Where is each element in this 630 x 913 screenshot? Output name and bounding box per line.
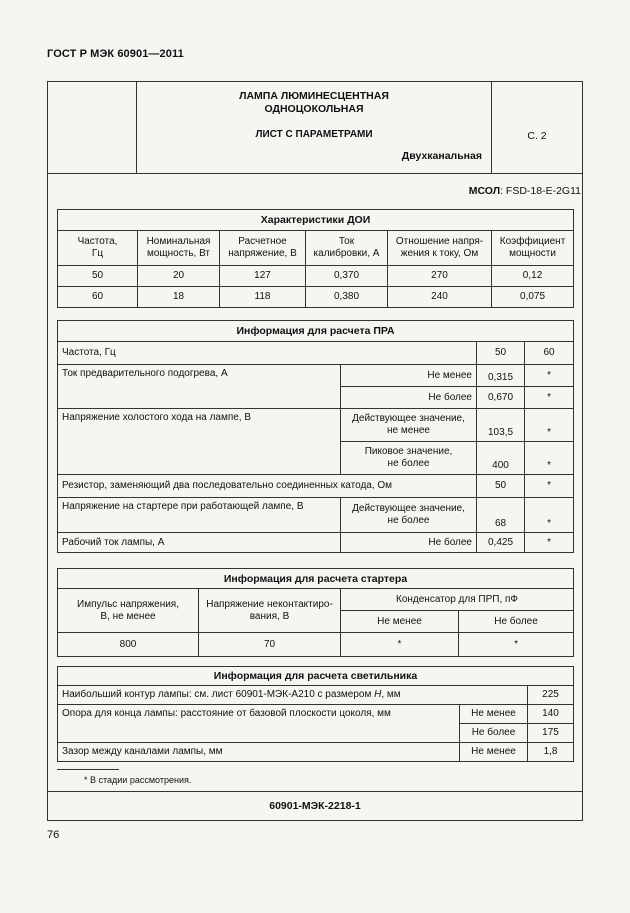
pra-op-current-cond: Не более [341, 533, 477, 553]
pra-preheat-min-cond: Не менее [341, 365, 477, 387]
pra-ocv-peak-cond: Пиковое значение, не более [341, 442, 477, 475]
pra-ocv-label: Напряжение холостого хода на лампе, В [58, 409, 341, 475]
standard-code: ГОСТ Р МЭК 60901—2011 [47, 48, 184, 60]
title-line-2: ОДНОЦОКОЛЬНАЯ [264, 103, 364, 115]
pra-resistor-60: * [525, 475, 574, 498]
pra-preheat-min-50: 0,315 [477, 365, 525, 387]
document-code: 60901-МЭК-2218-1 [269, 800, 361, 812]
starter-values-row [58, 633, 574, 657]
doi-col-header: Коэффициент мощности [492, 231, 574, 266]
luminaire-contour-label: Наибольший контур лампы: см. лист 60901-МЭК-А210 с размером H, мм [58, 686, 528, 705]
starter-cell: * [341, 633, 459, 657]
sheet-title [137, 90, 491, 116]
doi-cell: 0,370 [306, 266, 388, 287]
pra-ocv-rms-50: 103,5 [477, 409, 525, 442]
pra-op-current-50: 0,425 [477, 533, 525, 553]
pra-op-current-label: Рабочий ток лампы, А [58, 533, 341, 553]
pra-preheat-max-50: 0,670 [477, 387, 525, 409]
pra-title: Информация для расчета ПРА [58, 321, 574, 342]
doi-cell: 18 [138, 287, 220, 308]
doi-row [58, 266, 574, 287]
luminaire-table [57, 666, 574, 762]
header-blank-cell [47, 81, 137, 173]
doi-col-header: Отношение напря- жения к току, Ом [388, 231, 492, 266]
doi-cell: 0,075 [492, 287, 574, 308]
pra-op-current-60: * [525, 533, 574, 553]
doi-table [57, 209, 574, 308]
pra-starter-v-cond: Действующее значение, не более [341, 498, 477, 533]
doi-cell: 0,12 [492, 266, 574, 287]
starter-col-cap-max: Не более [459, 611, 574, 633]
pra-preheat-min-60: * [525, 365, 574, 387]
doi-cell: 0,380 [306, 287, 388, 308]
msol-label: МСОЛ [468, 185, 501, 197]
doi-cell: 270 [388, 266, 492, 287]
pra-freq-60: 60 [525, 342, 574, 365]
pra-freq-50: 50 [477, 342, 525, 365]
pra-ocv-peak-60: * [525, 442, 574, 475]
doi-col-header: Частота, Гц [58, 231, 138, 266]
sheet-subtitle: ЛИСТ С ПАРАМЕТРАМИ [255, 129, 373, 140]
luminaire-support-max-cond: Не более [460, 724, 528, 743]
doi-cell: 50 [58, 266, 138, 287]
starter-cell: 800 [58, 633, 199, 657]
sheet-page: С. 2 [527, 130, 547, 142]
doi-col-header: Номинальная мощность, Вт [138, 231, 220, 266]
pra-resistor-50: 50 [477, 475, 525, 498]
pra-freq-label: Частота, Гц [58, 342, 477, 365]
doi-cell: 127 [220, 266, 306, 287]
pra-table [57, 320, 574, 553]
pra-ocv-rms-60: * [525, 409, 574, 442]
luminaire-support-min-cond: Не менее [460, 705, 528, 724]
luminaire-gap-value: 1,8 [528, 743, 574, 762]
title-line-1: ЛАМПА ЛЮМИНЕСЦЕНТНАЯ [239, 90, 389, 102]
lamp-variant: Двухканальная [401, 150, 482, 162]
starter-cell: 70 [199, 633, 341, 657]
luminaire-support-min: 140 [528, 705, 574, 724]
pra-preheat-max-60: * [525, 387, 574, 409]
doi-row [58, 287, 574, 308]
starter-col-pulse: Импульс напряжения, В, не менее [58, 589, 199, 633]
pra-resistor-label: Резистор, заменяющий два последовательно соединенных катода, Ом [58, 475, 477, 498]
pra-preheat-max-cond: Не более [341, 387, 477, 409]
starter-table [57, 568, 574, 657]
doi-title: Характеристики ДОИ [58, 210, 574, 231]
starter-col-cap-min: Не менее [341, 611, 459, 633]
footer-divider [47, 791, 583, 792]
luminaire-gap-cond: Не менее [460, 743, 528, 762]
footnote-divider [57, 769, 119, 770]
pra-ocv-rms-cond: Действующее значение, не менее [341, 409, 477, 442]
doi-col-header: Ток калибровки, А [306, 231, 388, 266]
pra-ocv-peak-50: 400 [477, 442, 525, 475]
doi-cell: 20 [138, 266, 220, 287]
header-page-cell [492, 81, 582, 173]
starter-title: Информация для расчета стартера [58, 569, 574, 589]
msol-designation [469, 185, 581, 197]
header-title-cell [137, 81, 492, 173]
luminaire-contour-value: 225 [528, 686, 574, 705]
doi-col-header: Расчетное напряжение, В [220, 231, 306, 266]
starter-col-capacitor: Конденсатор для ПРП, пФ [341, 589, 574, 611]
sheet-header [47, 81, 583, 174]
luminaire-title: Информация для расчета светильника [58, 667, 574, 686]
luminaire-support-max: 175 [528, 724, 574, 743]
pra-starter-v-50: 68 [477, 498, 525, 533]
doi-cell: 118 [220, 287, 306, 308]
pra-starter-v-label: Напряжение на стартере при работающей лампе, В [58, 498, 341, 533]
doi-cell: 240 [388, 287, 492, 308]
msol-value: : FSD-18-E-2G11 [500, 185, 581, 197]
luminaire-support-label: Опора для конца лампы: расстояние от базовой плоскости цоколя, мм [58, 705, 460, 743]
page-number: 76 [47, 829, 60, 841]
starter-cell: * [459, 633, 574, 657]
footnote: * В стадии рассмотрения. [84, 775, 192, 785]
doi-cell: 60 [58, 287, 138, 308]
starter-col-nonop: Напряжение неконтактиро- вания, В [199, 589, 341, 633]
luminaire-gap-label: Зазор между каналами лампы, мм [58, 743, 460, 762]
pra-preheat-label: Ток предварительного подогрева, А [58, 365, 341, 409]
pra-starter-v-60: * [525, 498, 574, 533]
